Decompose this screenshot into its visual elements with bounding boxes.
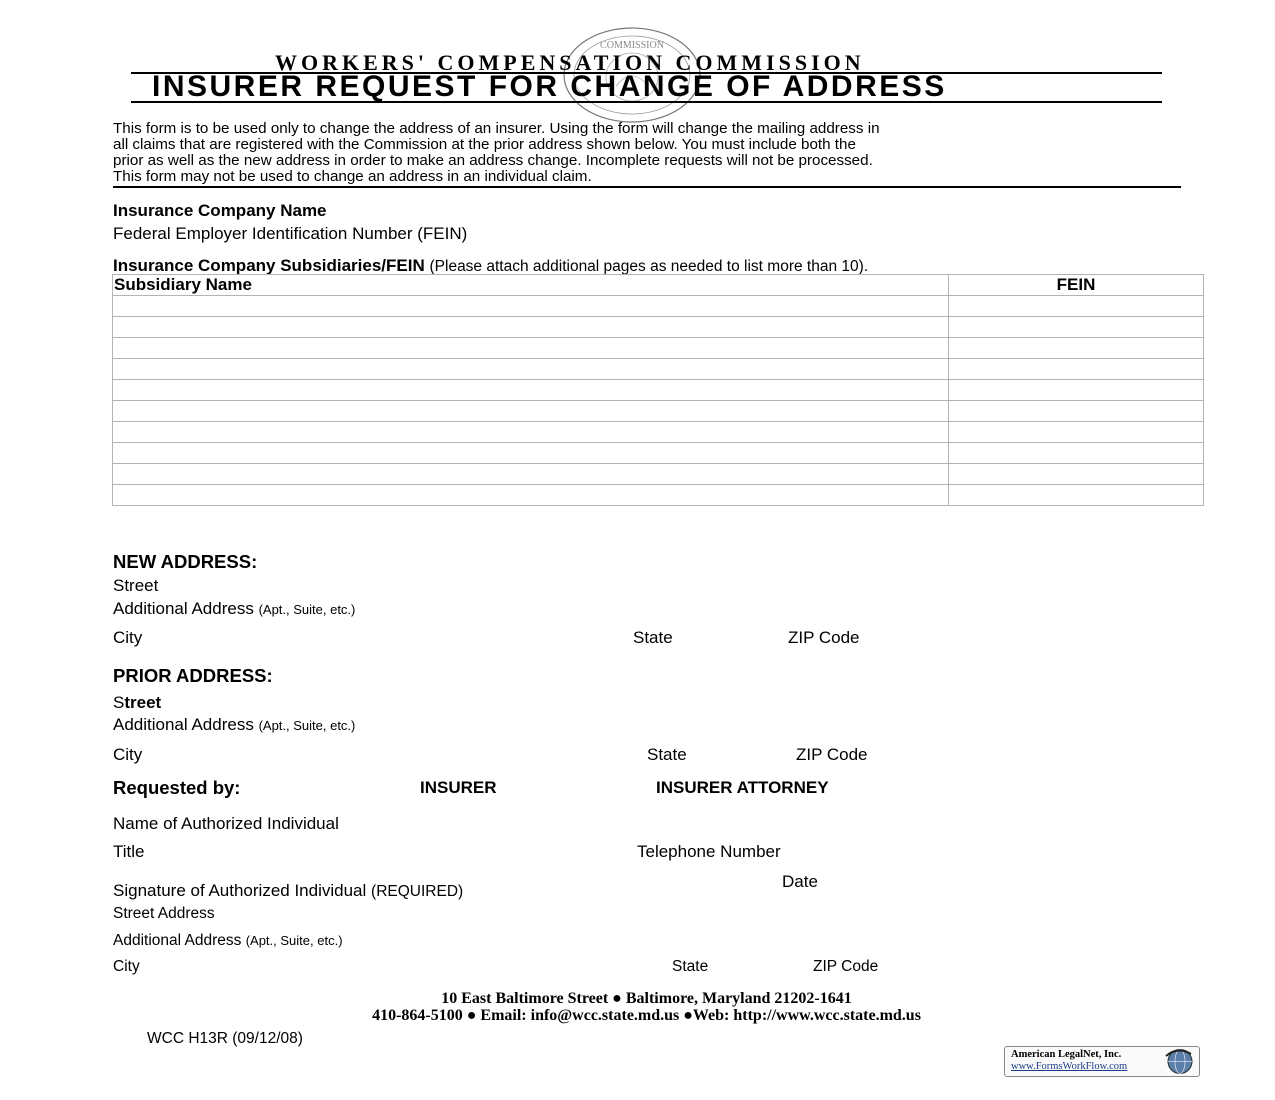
- subsidiary-fein-cell[interactable]: [949, 485, 1204, 506]
- prior-additional-address-note: (Apt., Suite, etc.): [258, 718, 356, 733]
- form-title: INSURER REQUEST FOR CHANGE OF ADDRESS: [152, 70, 947, 103]
- date-label: Date: [782, 872, 818, 891]
- subsidiary-fein-cell[interactable]: [949, 296, 1204, 317]
- intro-text: [113, 121, 1183, 185]
- column-header-subsidiary-name: Subsidiary Name: [113, 275, 949, 296]
- subsidiary-fein-cell[interactable]: [949, 464, 1204, 485]
- new-additional-address-label: [113, 599, 355, 619]
- subsidiary-fein-cell[interactable]: [949, 443, 1204, 464]
- intro-line: This form may not be used to change an address in an individual claim.: [113, 168, 592, 185]
- street-address-label: Street Address: [113, 905, 215, 922]
- subsidiary-table: [112, 274, 1204, 506]
- subsidiary-fein-cell[interactable]: [949, 422, 1204, 443]
- prior-address-heading: PRIOR ADDRESS:: [113, 665, 273, 686]
- requester-city-label: City: [113, 958, 140, 975]
- subsidiary-name-cell[interactable]: [113, 338, 949, 359]
- subsidiaries-note: (Please attach additional pages as needed to list more than 10).: [429, 258, 869, 275]
- signature-label: [113, 881, 463, 901]
- fein-label: Federal Employer Identification Number (FEIN): [113, 224, 468, 243]
- legalnet-globe-icon: [1163, 1048, 1195, 1075]
- prior-additional-address-label: [113, 715, 355, 735]
- table-row: [113, 422, 1204, 443]
- agency-name: WORKERS' COMPENSATION COMMISSION: [275, 50, 865, 75]
- subsidiary-name-cell[interactable]: [113, 464, 949, 485]
- requester-state-label: State: [672, 958, 709, 975]
- telephone-label: Telephone Number: [637, 842, 781, 861]
- table-row: [113, 317, 1204, 338]
- requester-additional-address-note: (Apt., Suite, etc.): [245, 933, 343, 948]
- seal-text: COMMISSION: [600, 40, 664, 51]
- new-additional-address-note: (Apt., Suite, etc.): [258, 602, 356, 617]
- legalnet-name: American LegalNet, Inc.: [1011, 1049, 1122, 1060]
- subsidiary-fein-cell[interactable]: [949, 401, 1204, 422]
- subsidiaries-label-title: Insurance Company Subsidiaries/FEIN: [113, 256, 425, 275]
- company-name-label: Insurance Company Name: [113, 201, 327, 220]
- requester-zip-label: ZIP Code: [813, 958, 879, 975]
- subsidiary-name-cell[interactable]: [113, 422, 949, 443]
- prior-zip-label: ZIP Code: [796, 745, 868, 764]
- requested-by-label: Requested by:: [113, 777, 241, 798]
- requester-additional-address-label: [113, 932, 343, 950]
- title-label: Title: [113, 842, 145, 861]
- subsidiary-name-cell[interactable]: [113, 359, 949, 380]
- form-id: WCC H13R (09/12/08): [147, 1030, 303, 1047]
- table-row: [113, 359, 1204, 380]
- legalnet-badge[interactable]: [1004, 1046, 1200, 1077]
- legalnet-url[interactable]: www.FormsWorkFlow.com: [1011, 1061, 1128, 1072]
- subsidiary-name-cell[interactable]: [113, 485, 949, 506]
- subsidiary-name-cell[interactable]: [113, 380, 949, 401]
- prior-additional-address-text: Additional Address: [113, 715, 254, 734]
- table-row: [113, 401, 1204, 422]
- table-header-row: [113, 275, 1204, 296]
- new-street-label: Street: [113, 576, 159, 595]
- option-insurer[interactable]: INSURER: [420, 778, 497, 797]
- intro-line: This form is to be used only to change the address of an insurer. Using the form will change the mailing address in: [113, 120, 880, 137]
- intro-line: prior as well as the new address in order to make an address change. Incomplete requests will not be processed.: [113, 152, 873, 169]
- subsidiary-fein-cell[interactable]: [949, 380, 1204, 401]
- prior-state-label: State: [647, 745, 687, 764]
- subsidiary-fein-cell[interactable]: [949, 359, 1204, 380]
- subsidiary-fein-cell[interactable]: [949, 338, 1204, 359]
- table-row: [113, 338, 1204, 359]
- subsidiary-fein-cell[interactable]: [949, 317, 1204, 338]
- new-state-label: State: [633, 628, 673, 647]
- table-row: [113, 296, 1204, 317]
- subsidiary-name-cell[interactable]: [113, 296, 949, 317]
- prior-city-label: City: [113, 745, 143, 764]
- footer-address: 10 East Baltimore Street ● Baltimore, Maryland 21202-1641: [441, 990, 852, 1007]
- new-zip-label: ZIP Code: [788, 628, 860, 647]
- table-row: [113, 380, 1204, 401]
- new-additional-address-text: Additional Address: [113, 599, 254, 618]
- table-row: [113, 464, 1204, 485]
- signature-required-note: (REQUIRED): [371, 883, 464, 900]
- subsidiary-name-cell[interactable]: [113, 443, 949, 464]
- intro-divider: [113, 186, 1181, 188]
- prior-street-rest: treet: [124, 693, 162, 712]
- table-row: [113, 443, 1204, 464]
- new-address-heading: NEW ADDRESS:: [113, 551, 258, 572]
- table-row: [113, 485, 1204, 506]
- requester-additional-address-text: Additional Address: [113, 932, 242, 949]
- authorized-name-label: Name of Authorized Individual: [113, 814, 339, 833]
- option-insurer-attorney[interactable]: INSURER ATTORNEY: [656, 778, 829, 797]
- subsidiary-name-cell[interactable]: [113, 401, 949, 422]
- new-city-label: City: [113, 628, 143, 647]
- prior-street-label: [113, 693, 161, 713]
- column-header-fein: FEIN: [949, 275, 1204, 296]
- subsidiaries-label: [113, 256, 868, 276]
- subsidiary-name-cell[interactable]: [113, 317, 949, 338]
- signature-label-text: Signature of Authorized Individual: [113, 881, 367, 900]
- footer-contact: 410-864-5100 ● Email: info@wcc.state.md.us ●Web: http://www.wcc.state.md.us: [372, 1007, 921, 1024]
- prior-street-initial: S: [113, 693, 125, 712]
- intro-line: all claims that are registered with the Commission at the prior address shown below. You must include both the: [113, 136, 856, 153]
